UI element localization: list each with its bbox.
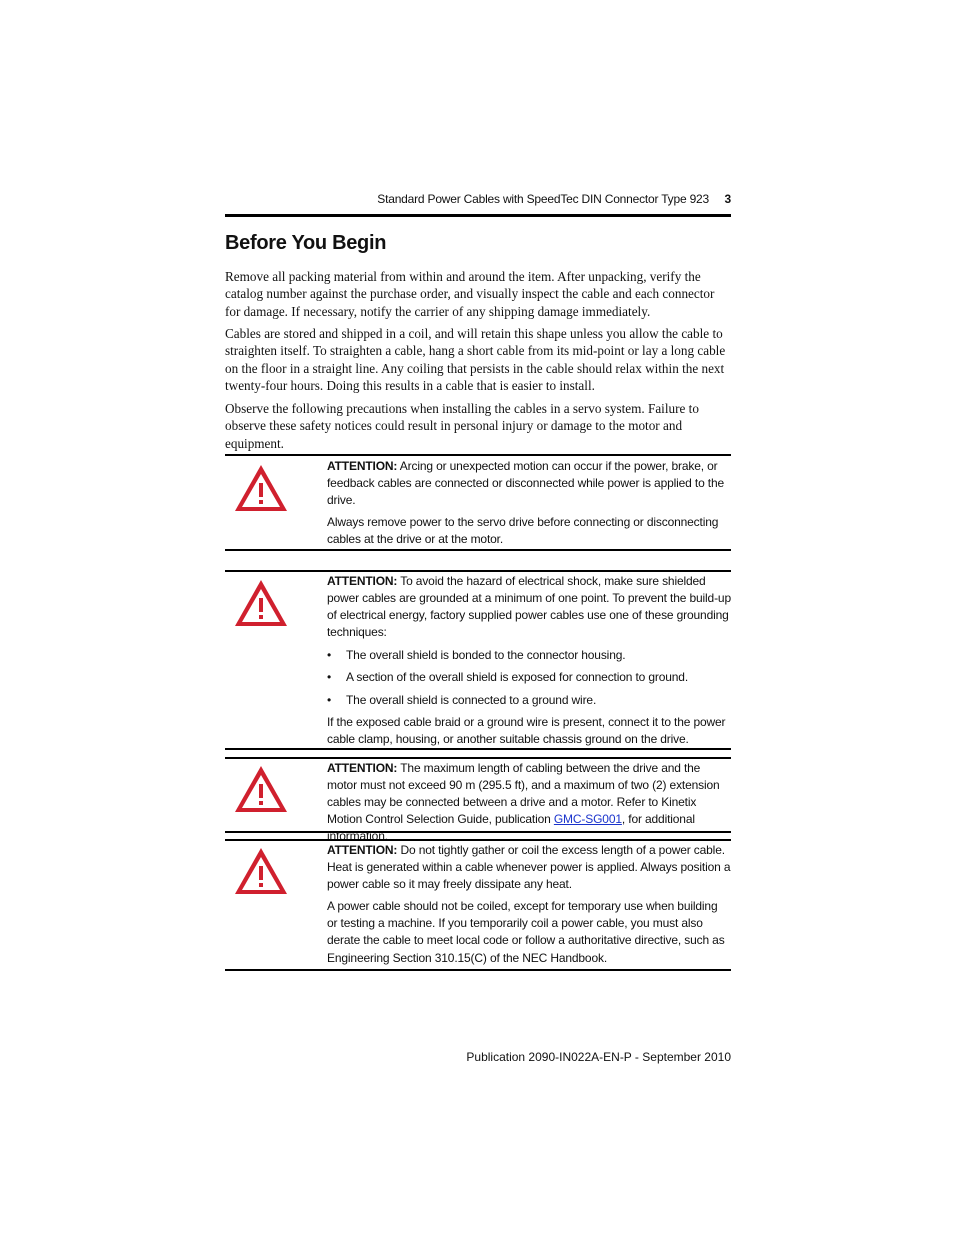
- attention-main-text: [327, 842, 731, 893]
- running-header: [225, 192, 731, 210]
- attention-message-end: , for additional information.: [327, 812, 695, 844]
- publication-link[interactable]: GMC-SG001: [553, 812, 622, 827]
- attention-extra-text: If the exposed cable braid or a ground wire is present, connect it to the power cable clamp, housing, or another suitable chassis ground on the drive.: [327, 714, 726, 746]
- attention-message: Arcing or unexpected motion can occur if the power, brake, or feedback cables are connected or disconnected while power is applied to the drive.: [327, 459, 725, 508]
- attention-box-shock: [225, 570, 731, 750]
- attention-label: ATTENTION:: [327, 843, 398, 857]
- page-number: 3: [724, 192, 731, 206]
- list-item: • The overall shield is connected to a ground wire.: [327, 692, 731, 709]
- attention-box-cable-length: [225, 757, 731, 844]
- attention-message: The maximum length of cabling between the drive and the motor must not exceed 90 m (295.5 ft), and a maximum of two (2) extension cables may be connected between a drive and a motor. Refer to Kinetix Motion Control Selection Guide, publication: [327, 761, 720, 827]
- paragraph-unpacking: Remove all packing material from within and around the item. After unpacking, verify the catalog number against the purchase order, and visually inspect the cable and each connector for damage. If necessary, notify the carrier of any shipping damage immediately.: [225, 269, 715, 319]
- attention-box-arcing: [225, 454, 731, 551]
- attention-main-text: [327, 573, 731, 641]
- attention-text: [327, 573, 731, 753]
- attention-message: To avoid the hazard of electrical shock, make sure shielded power cables are grounded at a minimum of one point. To prevent the build-up of electrical energy, factory supplied power cables use one of these grounding techniques:: [327, 574, 731, 640]
- paragraph-straightening: Cables are stored and shipped in a coil, and will retain this shape unless you allow the cable to straighten itself. To straighten a cable, hang a short cable from its mid-point or lay a long cable on the floor in a straight line. Any coiling that persists in the cable should relax within the next twenty-four hours. Doing this results in a cable that is easier to install.: [225, 326, 726, 393]
- attention-text: [327, 458, 731, 553]
- warning-triangle-icon: [233, 846, 289, 896]
- grounding-techniques-list: [327, 647, 731, 708]
- header-title: Standard Power Cables with SpeedTec DIN Connector Type 923: [377, 192, 709, 206]
- section-title: Before You Begin: [225, 232, 387, 254]
- attention-text: [327, 842, 731, 972]
- attention-extra-text: Always remove power to the servo drive before connecting or disconnecting cables at the drive or at the motor.: [327, 515, 719, 547]
- attention-message: Do not tightly gather or coil the excess length of a power cable. Heat is generated within a cable whenever power is applied. Always position a power cable so it may freely dissipate any heat.: [327, 843, 731, 892]
- publication-footer: Publication 2090-IN022A-EN-P - September 2010: [466, 1050, 731, 1064]
- attention-main-text: [327, 458, 731, 509]
- attention-text: [327, 760, 731, 850]
- attention-box-coiling: [225, 839, 731, 971]
- warning-triangle-icon: [233, 463, 289, 513]
- paragraph-precautions: Observe the following precautions when installing the cables in a servo system. Failure to observe these safety notices could result in personal injury or damage to the motor and equipment.: [225, 401, 699, 451]
- list-item: • The overall shield is bonded to the connector housing.: [327, 647, 731, 664]
- attention-main-text: [327, 760, 731, 845]
- attention-label: ATTENTION:: [327, 459, 398, 473]
- list-item: • A section of the overall shield is exposed for connection to ground.: [327, 669, 731, 686]
- attention-label: ATTENTION:: [327, 574, 398, 588]
- warning-triangle-icon: [233, 764, 289, 814]
- attention-label: ATTENTION:: [327, 761, 398, 775]
- warning-triangle-icon: [233, 578, 289, 628]
- header-rule: [225, 214, 731, 217]
- attention-extra-text: A power cable should not be coiled, except for temporary use when building or testing a machine. If you temporarily coil a power cable, you must also derate the cable to meet local code or follow a authoritative directive, such as Engineering Section 310.15(C) of the NEC Handbook.: [327, 899, 725, 965]
